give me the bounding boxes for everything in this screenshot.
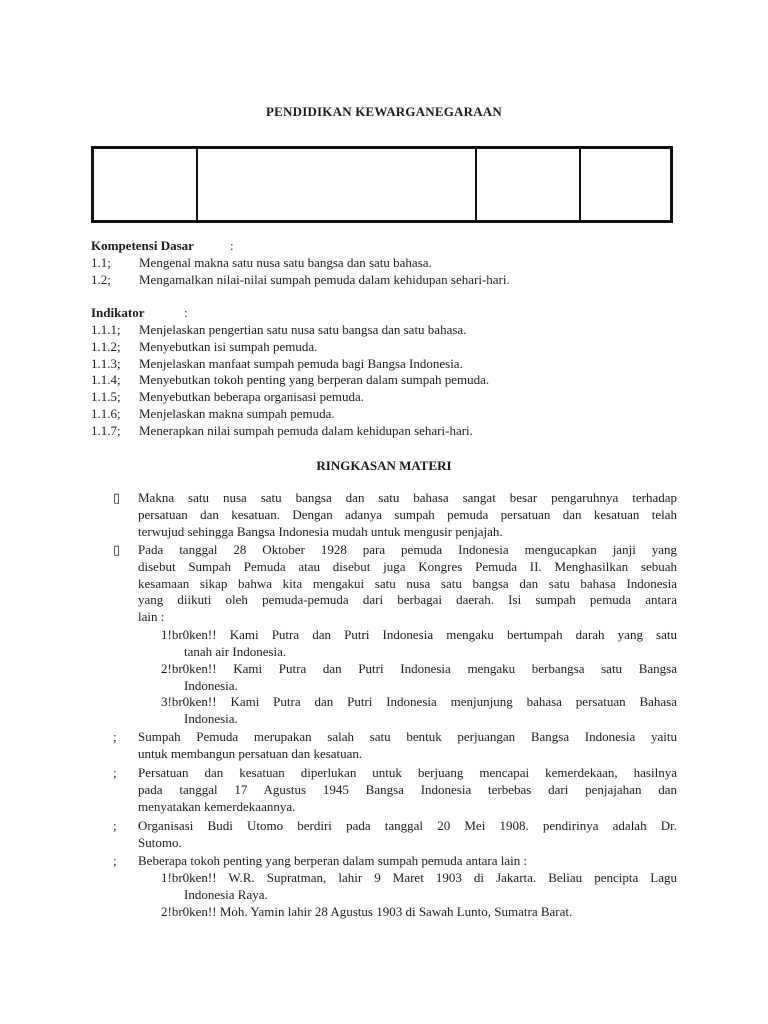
item-text: Menjelaskan makna sumpah pemuda.	[139, 406, 335, 421]
ringkasan-paragraph	[138, 542, 677, 626]
indikator-item	[91, 339, 317, 355]
item-number: 1.1.6;	[91, 406, 121, 421]
paragraph-line: Organisasi Budi Utomo berdiri pada tanggal 20 Mei 1908. pendirinya adalah Dr.	[138, 818, 677, 833]
kompetensi-item	[91, 272, 510, 288]
sub-line: Indonesia.	[184, 677, 238, 693]
kompetensi-colon: :	[230, 238, 234, 253]
sub-line: 3!br0ken!! Kami Putra dan Putri Indonesia menjunjung bahasa persatuan Bahasa	[161, 694, 677, 709]
item-text: Menerapkan nilai sumpah pemuda dalam kehidupan sehari-hari.	[139, 423, 473, 438]
paragraph-line: yang diikuti oleh pemuda-pemuda dari berbagai daerah. Isi sumpah pemuda antara	[138, 592, 677, 608]
item-text: Menyebutkan beberapa organisasi pemuda.	[139, 389, 365, 404]
ringkasan-paragraph	[138, 729, 677, 763]
indikator-item	[91, 356, 463, 372]
paragraph-line: menyatakan kemerdekaannya.	[138, 798, 296, 814]
tokoh-item	[161, 870, 677, 904]
item-text: Menjelaskan pengertian satu nusa satu bangsa dan satu bahasa.	[139, 322, 467, 337]
kompetensi-heading: Kompetensi Dasar	[91, 238, 194, 253]
paragraph-line: Makna satu nusa satu bangsa dan satu bahasa sangat besar pengaruhnya terhadap	[138, 490, 677, 505]
bullet-marker: ;	[113, 818, 117, 833]
bullet-marker: ▯	[113, 490, 121, 505]
sumpah-item	[161, 627, 677, 661]
paragraph-line: Sumpah Pemuda merupakan salah satu bentuk perjuangan Bangsa Indonesia yaitu	[138, 729, 677, 744]
indikator-item	[91, 372, 489, 388]
paragraph-line: Pada tanggal 28 Oktober 1928 para pemuda Indonesia mengucapkan janji yang	[138, 542, 677, 557]
paragraph-line: disebut Sumpah Pemuda atau disebut juga Kongres Pemuda II. Menghasilkan sebuah	[138, 558, 677, 574]
item-number: 1.1.2;	[91, 339, 121, 354]
table-divider	[196, 149, 198, 220]
table-divider	[579, 149, 581, 220]
item-number: 1.1.3;	[91, 356, 121, 371]
paragraph-line: Sutomo.	[138, 834, 182, 850]
indikator-item	[91, 322, 466, 338]
item-number: 1.1.4;	[91, 372, 121, 387]
sub-line: 2!br0ken!! Kami Putra dan Putri Indonesia mengaku berbangsa satu Bangsa	[161, 661, 677, 676]
paragraph-line: persatuan dan kesatuan. Dengan adanya sumpah pemuda persatuan dan kesatuan telah	[138, 506, 677, 522]
item-number: 1.1.1;	[91, 322, 121, 337]
ringkasan-paragraph	[138, 853, 677, 870]
sub-line: tanah air Indonesia.	[184, 643, 287, 659]
indikator-item	[91, 423, 473, 439]
item-number: 1.1.7;	[91, 423, 121, 438]
sumpah-item	[161, 661, 677, 695]
ringkasan-paragraph	[138, 765, 677, 815]
item-number: 1.1.5;	[91, 389, 121, 404]
indikator-item	[91, 389, 364, 405]
paragraph-line: pada tanggal 17 Agustus 1945 Bangsa Indonesia terbebas dari penjajahan dan	[138, 781, 677, 797]
bullet-marker: ;	[113, 853, 117, 868]
indikator-item	[91, 406, 335, 422]
bullet-marker: ;	[113, 765, 117, 780]
item-text: Menjelaskan manfaat sumpah pemuda bagi Bangsa Indonesia.	[139, 356, 463, 371]
sub-line: 1!br0ken!! W.R. Supratman, lahir 9 Maret 1903 di Jakarta. Beliau pencipta Lagu	[161, 870, 677, 885]
kompetensi-item	[91, 255, 432, 271]
sumpah-item	[161, 694, 677, 728]
paragraph-line: lain :	[138, 609, 165, 625]
paragraph-line: terwujud sehingga Bangsa Indonesia mudah untuk mengusir penjajah.	[138, 523, 503, 539]
indikator-colon: :	[184, 305, 188, 320]
document-title: PENDIDIKAN KEWARGANEGARAAN	[266, 104, 502, 119]
paragraph-line: Beberapa tokoh penting yang berperan dalam sumpah pemuda antara lain :	[138, 853, 528, 868]
header-table	[91, 146, 673, 223]
item-text: Mengamalkan nilai-nilai sumpah pemuda dalam kehidupan sehari-hari.	[139, 272, 510, 287]
ringkasan-heading: RINGKASAN MATERI	[316, 458, 452, 473]
item-number: 1.2;	[91, 272, 111, 287]
paragraph-line: kesamaan sikap bahwa kita mengakui satu nusa satu bangsa dan satu bahasa Indonesia	[138, 575, 677, 591]
indikator-heading: Indikator	[91, 305, 145, 320]
sub-line: Indonesia Raya.	[184, 886, 268, 902]
item-text: Menyebutkan isi sumpah pemuda.	[139, 339, 318, 354]
bullet-marker: ▯	[113, 542, 121, 557]
item-number: 1.1;	[91, 255, 111, 270]
item-text: Menyebutkan tokoh penting yang berperan dalam sumpah pemuda.	[139, 372, 490, 387]
bullet-marker: ;	[113, 729, 117, 744]
paragraph-line: untuk membangun persatuan dan kesatuan.	[138, 745, 363, 761]
sub-line: 1!br0ken!! Kami Putra dan Putri Indonesia mengaku bertumpah darah yang satu	[161, 627, 677, 642]
item-text: Mengenal makna satu nusa satu bangsa dan satu bahasa.	[139, 255, 432, 270]
sub-line: Indonesia.	[184, 710, 238, 726]
ringkasan-paragraph	[138, 818, 677, 852]
paragraph-line: Persatuan dan kesatuan diperlukan untuk berjuang mencapai kemerdekaan, hasilnya	[138, 765, 677, 780]
tokoh-item	[161, 904, 677, 921]
table-divider	[475, 149, 477, 220]
sub-line: 2!br0ken!! Moh. Yamin lahir 28 Agustus 1903 di Sawah Lunto, Sumatra Barat.	[161, 904, 573, 919]
ringkasan-paragraph	[138, 490, 677, 540]
